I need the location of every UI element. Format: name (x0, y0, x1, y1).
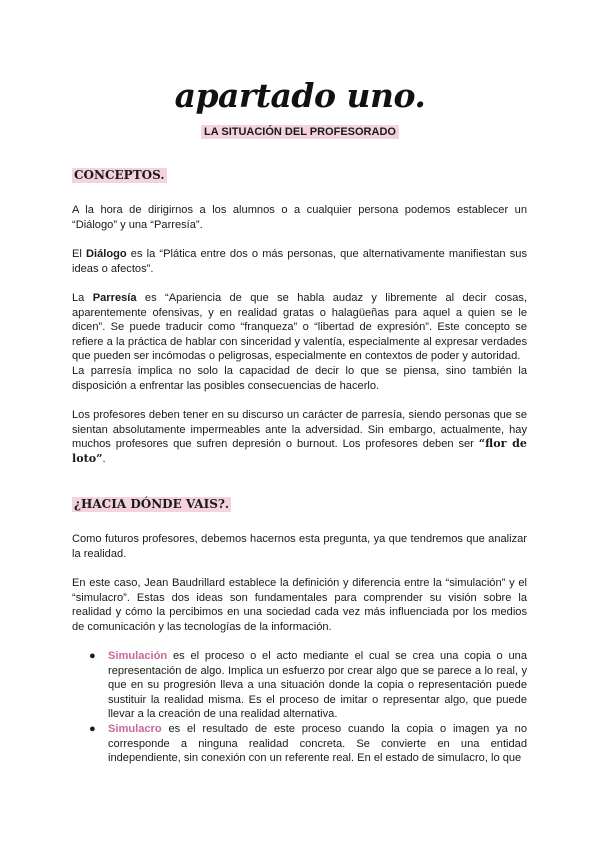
term-simulacro: Simulacro (108, 722, 162, 735)
paragraph-baudrillard: En este caso, Jean Baudrillard establece la definición y diferencia entre la “simulación” y el “simulacro”. Estas dos ideas son fundamentales para comprender su visión sobre la realidad y cómo la percibimos en una sociedad cada vez más influenciada por los medios de comunicación y las tecnologías de la información. (72, 577, 527, 633)
section-heading-conceptos: CONCEPTOS. (74, 168, 165, 182)
bullet-icon: ● (89, 650, 96, 662)
paragraph-profesores: Los profesores deben tener en su discurso un carácter de parresía, siendo personas que se sientan absolutamente impermeables ante la adversidad. Sin embargo, actualmente, hay muchos profesores que sufren depresión o burnout. Los profesores deben ser “flor de loto”. (72, 409, 527, 465)
term-dialogo: Diálogo (85, 248, 127, 260)
term-parresia: Parresía (92, 292, 137, 304)
list-item-simulacro: ● Simulacro es el resultado de este proceso cuando la copia o imagen ya no corresponde a ninguna realidad concreta. Se convierte en una entidad independiente, sin conexión con un referente real. En el estado de simulacro, lo que (89, 722, 527, 765)
paragraph-parresia: La Parresía es “Apariencia de que se habla audaz y libremente al decir cosas, aparentemente ofensivas, y en realidad gratas o halagüeñas para aquel a quien se le dicen”. Se puede traducir como “franqueza” o “libertad de expresión”. Este concepto se refiere a la práctica de hablar con sinceridad y valentía, especialmente al expresar verdades que pueden ser incómodas o peligrosas, especialmente en contextos de poder y autoridad. La parresía implica no solo la capacidad de decir lo que se piensa, sino también la disposición a enfrentar las posibles consecuencias de hacerlo. (72, 292, 528, 392)
paragraph-intro: A la hora de dirigirnos a los alumnos o a cualquier persona podemos establecer un “Diálogo” y una “Parresía”. (72, 204, 527, 231)
list-item-simulacion: ● Simulación es el proceso o el acto mediante el cual se crea una copia o una representación de algo. Implica un esfuerzo por crear algo que se parece a lo real, y que en su progresión lleva a una situación donde la copia o representación puede sustituir la realidad misma. Es el proceso de imitar o representar algo, que puede llevar a la creación de una realidad alternativa. (89, 650, 527, 721)
page-subtitle: LA SITUACIÓN DEL PROFESORADO (201, 125, 399, 139)
definitions-list (72, 649, 527, 766)
paragraph-futuros-profesores: Como futuros profesores, debemos hacernos esta pregunta, ya que tendremos que analizar la realidad. (72, 533, 527, 560)
term-simulacion: Simulación (108, 650, 168, 662)
flor-de-loto: “flor de loto” (72, 437, 527, 465)
page-title: apartado uno. (174, 76, 426, 115)
bullet-icon: ● (89, 722, 96, 735)
paragraph-dialogo: El Diálogo es la “Plática entre dos o más personas, que alternativamente manifiestan sus ideas o afectos”. (72, 248, 527, 275)
section-heading-hacia-donde: ¿HACIA DÓNDE VAIS?. (74, 497, 230, 511)
